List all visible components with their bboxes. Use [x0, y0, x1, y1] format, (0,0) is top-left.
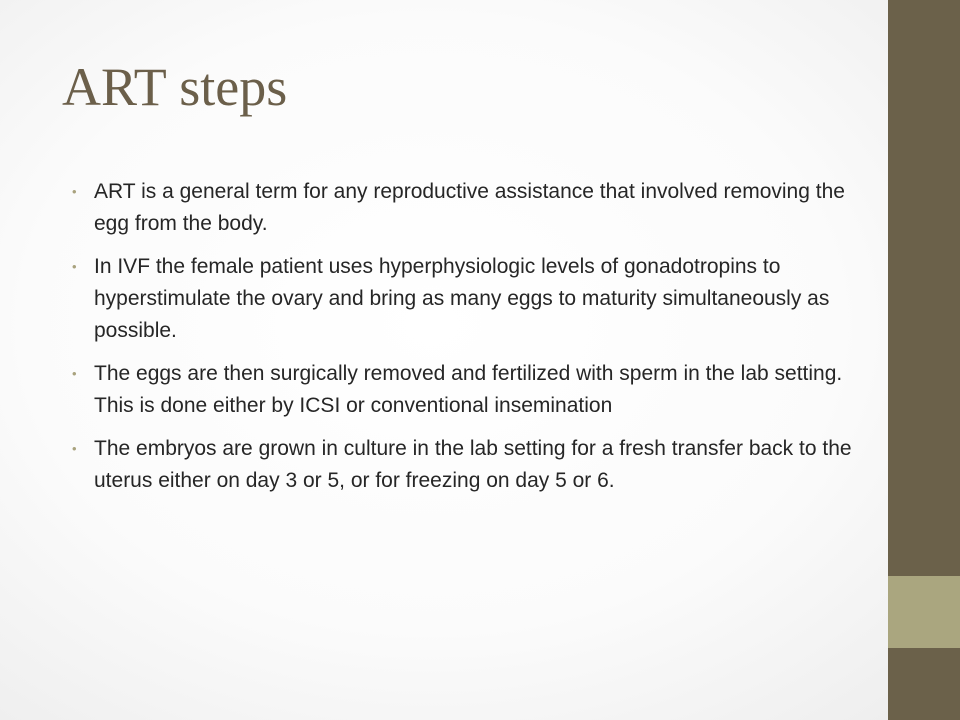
bullet-text: The embryos are grown in culture in the lab setting for a fresh transfer back to the uterus either on day 3 or 5, or for freezing on day 5 or 6. — [94, 437, 852, 492]
band-accent-block — [888, 576, 960, 648]
bullet-dot-icon: • — [72, 259, 77, 274]
slide-title: ART steps — [62, 57, 288, 117]
bullet-item — [72, 433, 852, 497]
bullet-item — [72, 176, 852, 240]
bullet-list — [72, 176, 852, 508]
bullet-text: ART is a general term for any reproductive assistance that involved removing the egg from the body. — [94, 180, 845, 235]
bullet-item — [72, 358, 852, 422]
bullet-text: In IVF the female patient uses hyperphysiologic levels of gonadotropins to hyperstimulate the ovary and bring as many eggs to maturity simultaneously as possible. — [94, 255, 830, 342]
bullet-dot-icon: • — [72, 184, 77, 199]
bullet-dot-icon: • — [72, 441, 77, 456]
bullet-text: The eggs are then surgically removed and fertilized with sperm in the lab setting. This is done either by ICSI or conventional insemination — [94, 362, 843, 417]
bullet-dot-icon: • — [72, 366, 77, 381]
bullet-item — [72, 251, 852, 347]
